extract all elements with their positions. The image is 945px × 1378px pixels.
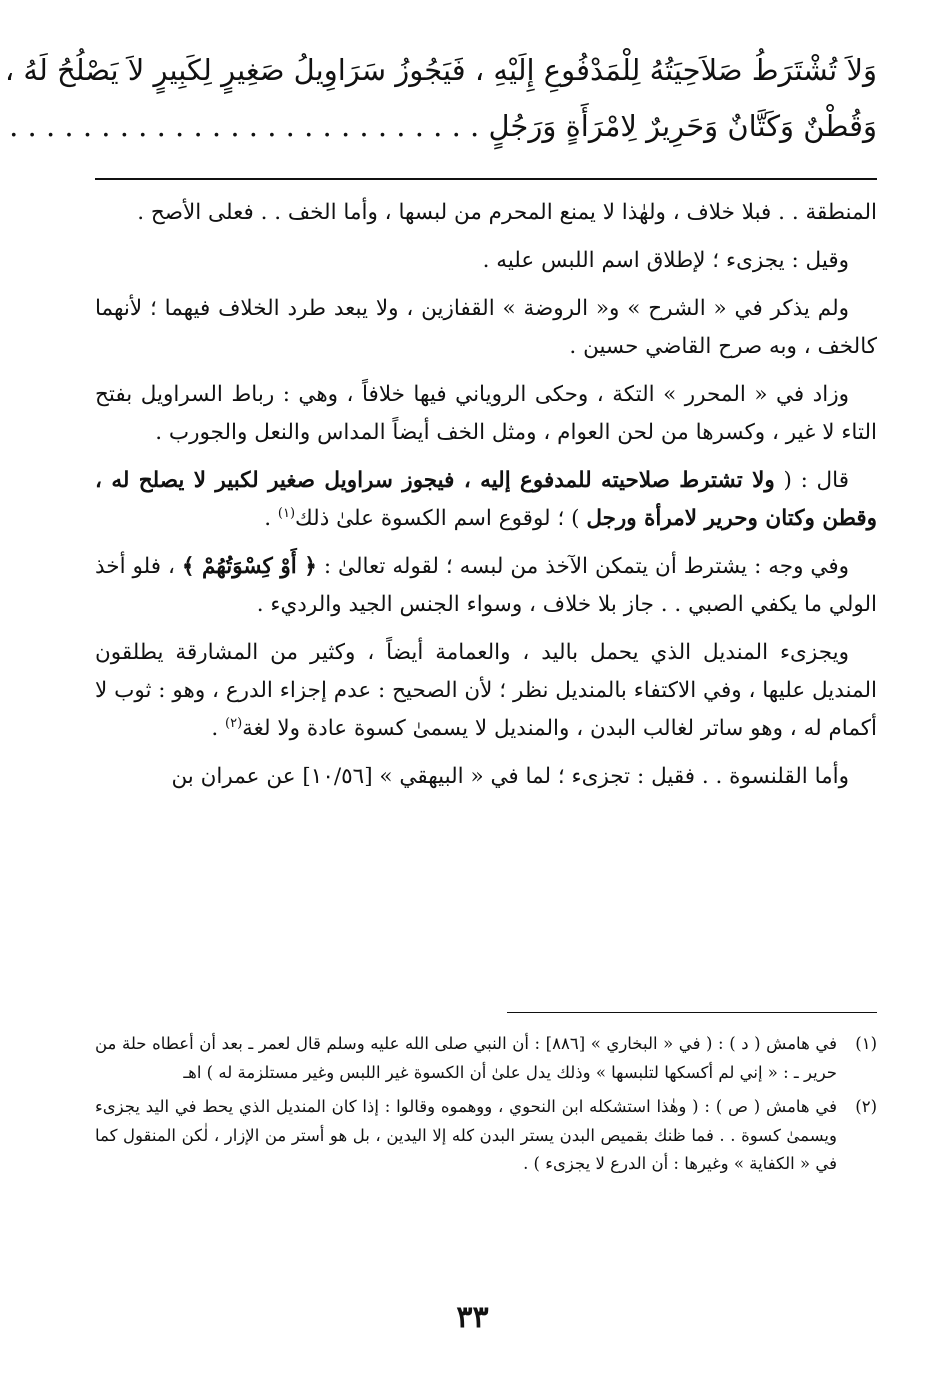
paragraph-6 — [95, 548, 877, 624]
footnote-number: (١) — [855, 1034, 877, 1053]
matn-divider — [95, 178, 877, 180]
paragraph-1: المنطقة . . فبلا خلاف ، ولهٰذا لا يمنع المحرم من لبسها ، وأما الخف . . فعلى الأصح . — [137, 200, 877, 225]
page-number: ٣٣ — [456, 1300, 489, 1335]
footnote-number: (٢) — [855, 1097, 877, 1116]
paragraph-4: وزاد في « المحرر » التكة ، وحكى الروياني فيها خلافاً ، وهي : رباط السراويل بفتح التاء لا غير ، وكسرها من لحن العوام ، ومثل الخف أيضاً المداس والنعل والجورب . — [95, 382, 877, 445]
commentary-text — [95, 194, 877, 806]
quoted-matn: ولا تشترط صلاحيته للمدفوع إليه ، فيجوز سراويل صغير لكبير لا يصلح له ، وقطن وكتان وحرير لامرأة ورجل — [95, 468, 877, 531]
quran-verse: ﴿ أَوْ كِسْوَتُهُمْ ﴾ — [181, 554, 317, 579]
footnote-text: في هامش ( د ) : ( في « البخاري » [٨٨٦] : أن النبي صلى الله عليه وسلم قال لعمر ـ بعد أن أعطاه حلة من حرير ـ : « إني لم أكسكها لتلبسها » وذلك يدل علىٰ أن الكسوة غير اللبس وغير مستلزمة له ) اهـ — [95, 1034, 837, 1082]
paragraph-3: ولم يذكر في « الشرح » و« الروضة » القفازين ، ولا يبعد طرد الخلاف فيهما ؛ لأنهما كالخف ، وبه صرح القاضي حسين . — [95, 296, 877, 359]
paragraph-7 — [95, 634, 877, 748]
paragraph-7-end: . — [211, 716, 225, 741]
paragraph-5-prefix: قال : ( — [774, 468, 850, 493]
matn-line-1: وَلاَ تُشْتَرَطُ صَلاَحِيَتُهُ لِلْمَدْفُوعِ إِلَيْهِ ، فَيَجُوزُ سَرَاوِيلُ صَغِيرٍ لِكَبِيرٍ لاَ يَصْلُحُ لَهُ ، — [4, 53, 877, 87]
paragraph-7-text: ويجزىء المنديل الذي يحمل باليد ، والعمامة أيضاً ، وكثير من المشارقة يطلقون المنديل عليها ، وفي الاكتفاء بالمنديل نظر ؛ لأن الصحيح : عدم إجزاء الدرع ، وهو : ثوب لا أكمام له ، وهو ساتر لغالب البدن ، والمنديل لا يسمىٰ كسوة عادة ولا لغة — [95, 640, 877, 741]
footnote-ref-1[interactable]: (١) — [277, 505, 296, 521]
paragraph-8: وأما القلنسوة . . فقيل : تجزىء ؛ لما في « البيهقي » [١٠/٥٦] عن عمران بن — [171, 764, 849, 789]
footnote-divider — [507, 1012, 877, 1013]
matn-text — [4, 42, 877, 154]
paragraph-5-suffix: ) ؛ لوقوع اسم الكسوة علىٰ ذلك — [295, 506, 587, 531]
paragraph-5 — [95, 462, 877, 538]
paragraph-6-suffix: ، فلو أخذ الولي ما يكفي الصبي . . جاز بلا خلاف ، وسواء الجنس الجيد والرديء . — [95, 554, 877, 617]
paragraph-5-end: . — [264, 506, 278, 531]
matn-line-2: وَقُطْنٌ وَكَتَّانٌ وَحَرِيرٌ لِامْرَأَةٍ وَرَجُلٍ . . . . . . . . . . . . . . . . . . . . . . . . . . — [9, 109, 877, 143]
footnote-2 — [95, 1093, 877, 1179]
footnotes — [95, 1030, 877, 1185]
footnote-ref-2[interactable]: (٢) — [225, 715, 243, 731]
paragraph-2: وقيل : يجزىء ؛ لإطلاق اسم اللبس عليه . — [482, 248, 849, 273]
footnote-text: في هامش ( ص ) : ( وهٰذا استشكله ابن النحوي ، ووهموه وقالوا : إذا كان المنديل الذي يحط في اليد يجزىء ويسمىٰ كسوة . . فما ظنك بقميص البدن يستر البدن كله إلا اليدين ، بل هو أستر من الإزار ، لٰكن المنقول كما في « الكفاية » وغيرها : أن الدرع لا يجزىء ) . — [95, 1097, 837, 1173]
footnote-1 — [95, 1030, 877, 1087]
paragraph-6-prefix: وفي وجه : يشترط أن يتمكن الآخذ من لبسه ؛ لقوله تعالىٰ : — [316, 554, 849, 579]
